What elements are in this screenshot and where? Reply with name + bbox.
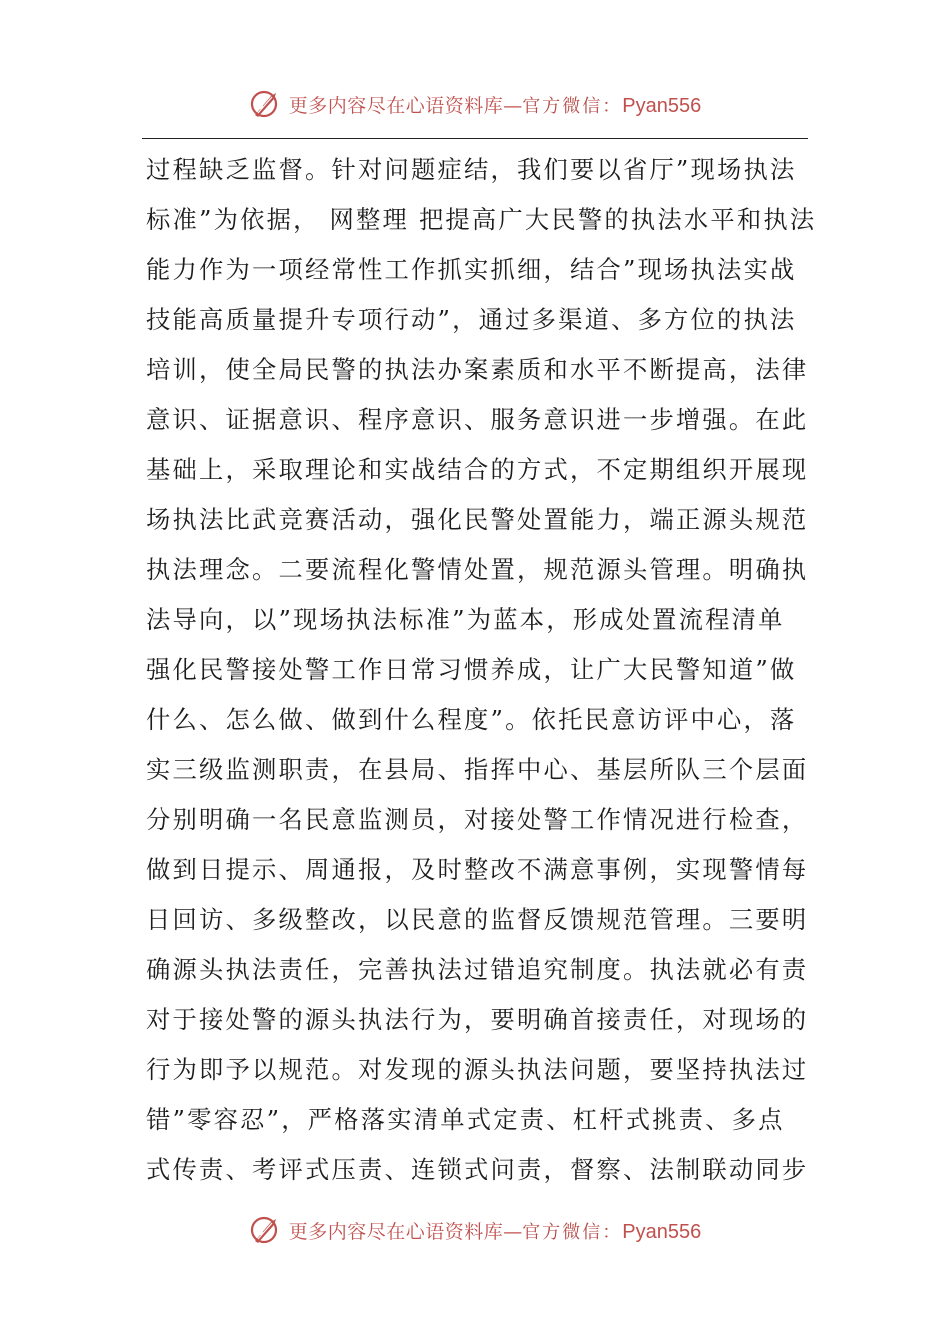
body-line: 能力作为一项经常性工作抓实抓细，结合”现场执法实战 [146, 255, 797, 284]
footer-promo-text: 更多内容尽在心语资料库 [288, 1220, 504, 1243]
document-body [146, 145, 817, 1195]
body-line: 培训，使全局民警的执法办案素质和水平不断提高，法律 [146, 355, 809, 384]
body-line: 确源头执法责任，完善执法过错追究制度。执法就必有责 [146, 955, 809, 984]
body-line: 日回访、多级整改，以民意的监督反馈规范管理。三要明 [146, 905, 809, 934]
pen-nib-logo-icon [249, 87, 283, 121]
body-line: 式传责、考评式压责、连锁式问责，督察、法制联动同步 [146, 1155, 809, 1184]
body-line: 基础上，采取理论和实战结合的方式，不定期组织开展现 [146, 455, 809, 484]
body-line: 强化民警接处警工作日常习惯养成，让广大民警知道”做 [146, 655, 797, 684]
body-line: 过程缺乏监督。针对问题症结，我们要以省厅”现场执法 [146, 155, 797, 184]
footer-dash: — [503, 1220, 523, 1243]
body-line: 实三级监测职责，在县局、指挥中心、基层所队三个层面 [146, 755, 809, 784]
header-wechat-id: Pyan556 [622, 94, 702, 117]
header-promo [289, 91, 701, 118]
header-promo-text: 更多内容尽在心语资料库 [288, 94, 504, 117]
body-line: 意识、证据意识、程序意识、服务意识进一步增强。在此 [146, 405, 809, 434]
body-line: 技能高质量提升专项行动”，通过多渠道、多方位的执法 [146, 305, 797, 334]
pen-nib-logo-icon [249, 1213, 283, 1247]
body-line: 行为即予以规范。对发现的源头执法问题，要坚持执法过 [146, 1055, 809, 1084]
header-wechat-label: 官方微信： [522, 95, 623, 117]
body-line: 什么、怎么做、做到什么程度”。依托民意访评中心，落 [146, 705, 797, 734]
body-line: 做到日提示、周通报，及时整改不满意事例，实现警情每 [146, 855, 809, 884]
body-line: 场执法比武竞赛活动，强化民警处置能力，端正源头规范 [146, 505, 809, 534]
body-line: 错”零容忍”，严格落实清单式定责、杠杆式挑责、多点 [146, 1105, 785, 1134]
body-line: 分别明确一名民意监测员，对接处警工作情况进行检查， [146, 805, 809, 834]
footer-wechat-label: 官方微信： [522, 1221, 623, 1243]
body-line: 执法理念。二要流程化警情处置，规范源头管理。明确执 [146, 555, 809, 584]
body-line: 标准”为依据， 网整理 把提高广大民警的执法水平和执法 [146, 205, 817, 234]
body-line: 法导向，以”现场执法标准”为蓝本，形成处置流程清单 [146, 605, 785, 634]
footer-promo [289, 1217, 701, 1244]
footer-wechat-id: Pyan556 [622, 1220, 702, 1243]
header-banner [0, 82, 950, 126]
footer-banner [0, 1208, 950, 1252]
header-rule [142, 138, 808, 139]
header-dash: — [503, 94, 523, 117]
body-line: 对于接处警的源头执法行为，要明确首接责任，对现场的 [146, 1005, 809, 1034]
